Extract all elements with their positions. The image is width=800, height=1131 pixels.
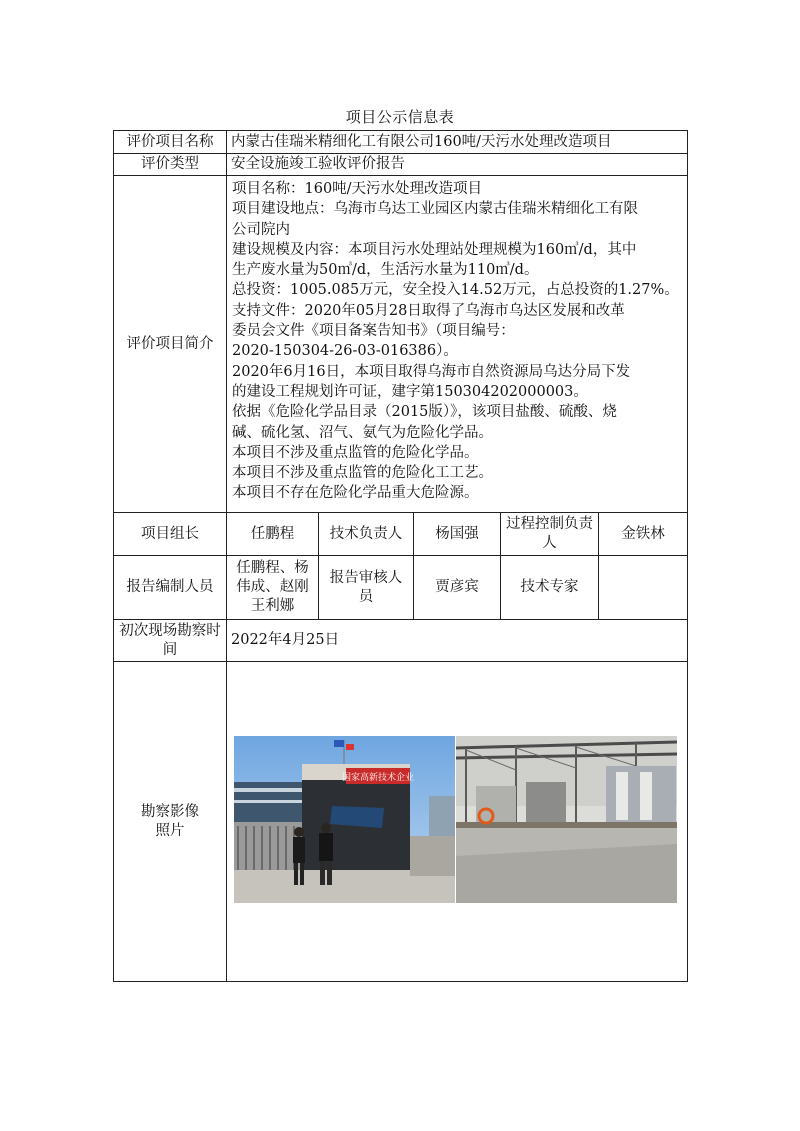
- summary-line: 委员会文件《项目备案告知书》（项目编号：: [232, 323, 515, 340]
- site-photos: [234, 736, 677, 903]
- row-survey-time: [114, 620, 688, 662]
- summary-line: 依据《危险化学品目录（2015版）》，该项目盐酸、硫酸、烧: [232, 404, 617, 421]
- summary-line: 碱、硫化氢、沼气、氨气为危险化学品。: [232, 424, 493, 441]
- staff-value: 任鹏程、杨伟成、赵刚王利娜: [227, 556, 319, 620]
- survey-time-value: 2022年4月25日: [227, 620, 688, 662]
- summary-line: 项目建设地点：乌海市乌达工业园区内蒙古佳瑞米精细化工有限: [232, 201, 638, 218]
- summary-line: 本项目不涉及重点监管的危险化工工艺。: [232, 465, 493, 482]
- row-project-name: [114, 131, 688, 154]
- tech-lead-value: 杨国强: [414, 513, 501, 556]
- summary-label: 评价项目简介: [114, 176, 227, 513]
- project-name-label: 评价项目名称: [114, 131, 227, 154]
- summary-line: 建设规模及内容：本项目污水处理站处理规模为160㎥/d，其中: [232, 241, 637, 258]
- expert-value: [599, 556, 688, 620]
- summary-line: 本项目不存在危险化学品重大危险源。: [232, 485, 479, 502]
- row-staff: [114, 556, 688, 620]
- summary-text: [227, 176, 688, 513]
- survey-time-label: 初次现场勘察时间: [114, 620, 227, 662]
- summary-line: 本项目不涉及重点监管的危险化学品。: [232, 444, 479, 461]
- summary-line: 项目名称：160吨/天污水处理改造项目: [232, 181, 483, 197]
- summary-line: 2020年6月16日，本项目取得乌海市自然资源局乌达分局下发: [232, 363, 631, 380]
- site-photo-gate: [234, 736, 455, 903]
- reviewer-label: 报告审核人员: [319, 556, 414, 620]
- expert-label: 技术专家: [501, 556, 599, 620]
- row-eval-type: [114, 154, 688, 176]
- summary-line: 2020-150304-26-03-016386）。: [232, 343, 458, 360]
- project-name-value: 内蒙古佳瑞米精细化工有限公司160吨/天污水处理改造项目: [227, 131, 688, 154]
- eval-type-value: 安全设施竣工验收评价报告: [227, 154, 688, 176]
- process-lead-value: 金铁林: [599, 513, 688, 556]
- leader-value: 任鹏程: [227, 513, 319, 556]
- gate-sign-text: 国家高新技术企业: [341, 773, 415, 783]
- summary-line: 的建设工程规划许可证，建字第150304202000003。: [232, 383, 588, 400]
- process-lead-label: 过程控制负责人: [501, 513, 599, 556]
- reviewer-value: 贾彦宾: [414, 556, 501, 620]
- row-leaders: [114, 513, 688, 556]
- summary-line: 总投资：1005.085万元，安全投入14.52万元，占总投资的1.27%。: [232, 282, 679, 299]
- staff-label: 报告编制人员: [114, 556, 227, 620]
- summary-line: 支持文件：2020年05月28日取得了乌海市乌达区发展和改革: [232, 302, 625, 319]
- leader-label: 项目组长: [114, 513, 227, 556]
- page-title: 项目公示信息表: [345, 108, 455, 126]
- eval-type-label: 评价类型: [114, 154, 227, 176]
- photos-label: 勘察影像照片: [114, 662, 227, 982]
- tech-lead-label: 技术负责人: [319, 513, 414, 556]
- summary-line: 公司院内: [232, 221, 290, 238]
- summary-line: 生产废水量为50㎥/d，生活污水量为110㎥/d。: [232, 262, 539, 279]
- site-photo-plant: [456, 736, 677, 903]
- row-summary: [114, 176, 688, 513]
